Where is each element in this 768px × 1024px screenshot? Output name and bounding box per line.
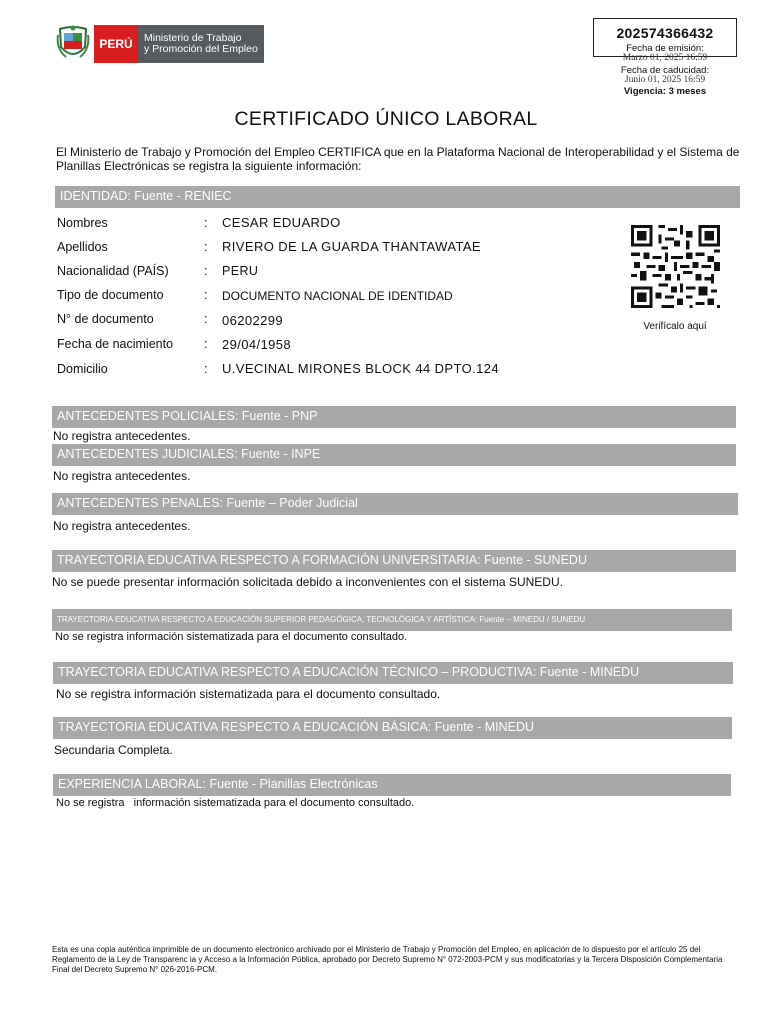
label-tipo-documento: Tipo de documento [57,288,164,302]
colon: : [204,312,208,326]
colon: : [204,288,208,302]
label-nombres: Nombres [57,216,108,230]
penales-header: ANTECEDENTES PENALES: Fuente – Poder Judicial [52,493,738,515]
colon: : [204,240,208,254]
legal-footer: Esta es una copia auténtica imprimible de un documento electrónico archivado por el Ministerio de Trabajo y Promoción del Empleo, en aplicación de lo dispuesto por el artículo 25 del Reglamento de la Ley de Transparenc ia y Acceso a la Información Pública, aprobado por Decreto Supremo N° 072-2003-PCM y sus modificatorias y la Tercera Disposición Complementaria Final del Decreto Supremo N° 026-2016-PCM. [52,945,723,974]
laboral-header: EXPERIENCIA LABORAL: Fuente - Planillas Electrónicas [53,774,731,796]
colon: : [204,264,208,278]
colon: : [204,216,208,230]
logo-ministry-line2: y Promoción del Empleo [144,43,258,55]
colon: : [204,337,208,351]
expiry-label: Fecha de caducidad: [620,65,710,76]
value-fecha-nacimiento: 29/04/1958 [222,337,292,352]
basica-header: TRAYECTORIA EDUCATIVA RESPECTO A EDUCACIÓN BÁSICA: Fuente - MINEDU [53,717,732,739]
tecnico-header: TRAYECTORIA EDUCATIVA RESPECTO A EDUCACIÓN TÉCNICO – PRODUCTIVA: Fuente - MINEDU [53,662,733,684]
emission-label: Fecha de emisión: [626,43,704,54]
pedagogica-header: TRAYECTORIA EDUCATIVA RESPECTO A EDUCACIÓN SUPERIOR PEDAGÓGICA, TECNOLÓGICA Y ARTÍSTICA: Fuente – MINEDU / SUNEDU [52,609,732,631]
judiciales-header: ANTECEDENTES JUDICIALES: Fuente - INPE [52,444,736,466]
value-domicilio: U.VECINAL MIRONES BLOCK 44 DPTO.124 [222,361,499,376]
logo-ministry [138,25,264,63]
ministry-logo [56,25,264,63]
emission-date: Marzo 01, 2025 16:59 [622,53,708,63]
policiales-header: ANTECEDENTES POLICIALES: Fuente - PNP [52,406,736,428]
pedagogica-text: No se registra información sistematizada para el documento consultado. [55,631,408,643]
expiry-date: Junio 01, 2025 16:59 [624,75,706,85]
value-tipo-documento: DOCUMENTO NACIONAL DE IDENTIDAD [222,289,453,303]
universitaria-text: No se puede presentar información solicitada debido a inconvenientes con el sistema SUNEDU. [52,575,563,589]
value-nombres: CESAR EDUARDO [222,215,341,230]
page-title: CERTIFICADO ÚNICO LABORAL [234,108,538,130]
label-nacionalidad: Nacionalidad (PAÍS) [57,264,169,278]
qr-verify-label: Verifícalo aquí [643,321,707,332]
colon: : [204,362,208,376]
logo-ministry-line1: Ministerio de Trabajo [144,32,242,44]
certificate-number: 202574366432 [616,25,714,41]
qr-code-icon[interactable] [631,225,720,308]
basica-text: Secundaria Completa. [54,743,173,757]
label-numero-documento: N° de documento [57,312,154,326]
tecnico-text: No se registra información sistematizada para el documento consultado. [56,687,441,701]
value-nacionalidad: PERU [222,264,259,278]
validity: Vigencia: 3 meses [623,86,707,97]
intro-text: El Ministerio de Trabajo y Promoción del Empleo CERTIFICA que en la Plataforma Nacional de Interoperabilidad y el Sistema de Planillas Electrónicas se registra la siguiente información: [56,145,740,173]
universitaria-header: TRAYECTORIA EDUCATIVA RESPECTO A FORMACIÓN UNIVERSITARIA: Fuente - SUNEDU [52,550,736,572]
laboral-text: No se registra información sistematizada para el documento consultado. [56,797,415,809]
label-fecha-nacimiento: Fecha de nacimiento [57,337,174,351]
policiales-text: No registra antecedentes. [53,429,191,443]
label-domicilio: Domicilio [57,362,108,376]
value-numero-documento: 06202299 [222,313,284,328]
identity-header: IDENTIDAD: Fuente - RENIEC [55,186,740,208]
label-apellidos: Apellidos [57,240,108,254]
value-apellidos: RIVERO DE LA GUARDA THANTAWATAE [222,239,481,254]
judiciales-text: No registra antecedentes. [53,469,191,483]
logo-country: PERÚ [94,25,138,63]
penales-text: No registra antecedentes. [53,519,191,533]
coat-of-arms-icon [56,25,90,61]
